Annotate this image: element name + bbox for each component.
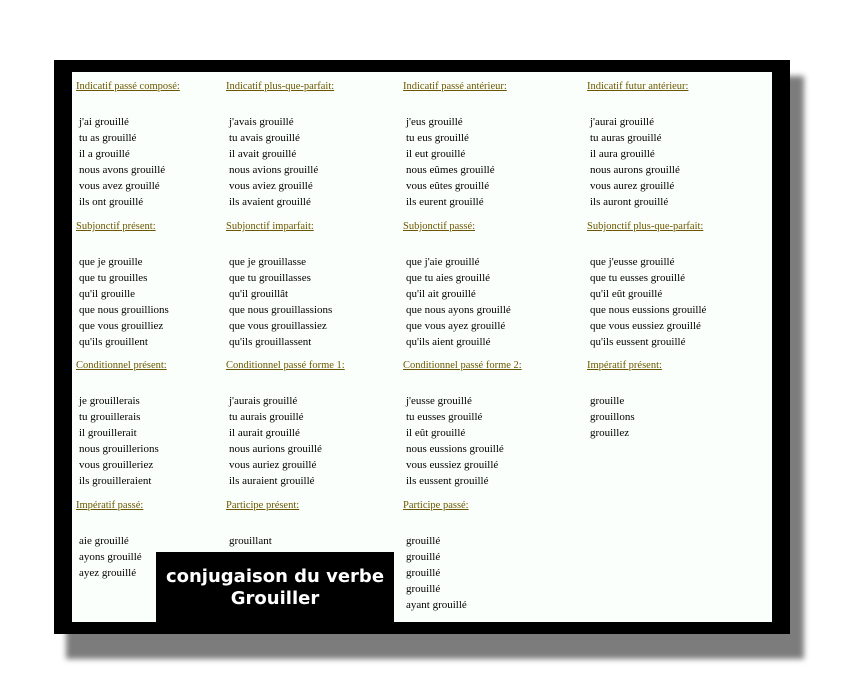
- section-subjonctif-plus-que-parfait: [588, 220, 706, 350]
- conjugation-line: j'aurai grouillé: [590, 116, 654, 128]
- section-conditionnel-passe-forme-2: [404, 359, 522, 489]
- conjugation-line: que tu aies grouillé: [406, 272, 491, 284]
- section-subjonctif-imparfait: [227, 220, 332, 350]
- conjugation-line: grouillant: [229, 535, 272, 547]
- conjugation-line: ils ont grouillé: [79, 196, 144, 208]
- section-imperatif-present: [588, 359, 662, 441]
- conjugation-line: vous aurez grouillé: [590, 180, 675, 192]
- conjugation-line: que tu eusses grouillé: [590, 272, 686, 284]
- conjugation-line: que vous grouillassiez: [229, 320, 327, 332]
- conjugation-line: nous eussions grouillé: [406, 443, 504, 455]
- conjugation-line: nous aurons grouillé: [590, 164, 680, 176]
- conjugation-line: vous avez grouillé: [79, 180, 160, 192]
- section-heading: Subjonctif présent:: [76, 221, 156, 232]
- conjugation-line: ils avaient grouillé: [229, 196, 311, 208]
- conjugation-line: il eut grouillé: [406, 148, 466, 160]
- conjugation-line: ils eurent grouillé: [406, 196, 484, 208]
- section-indicatif-passe-compose: [77, 80, 180, 210]
- conjugation-line: ils grouilleraient: [79, 475, 152, 487]
- conjugation-line: ayez grouillé: [79, 567, 137, 579]
- conjugation-line: grouillez: [590, 427, 630, 439]
- section-subjonctif-passe: [404, 220, 511, 350]
- conjugation-line: ils auraient grouillé: [229, 475, 315, 487]
- conjugation-line: qu'il eût grouillé: [590, 288, 663, 300]
- section-heading: Subjonctif imparfait:: [226, 221, 314, 232]
- section-heading: Conditionnel présent:: [76, 360, 167, 371]
- conjugation-line: que vous ayez grouillé: [406, 320, 506, 332]
- conjugation-line: qu'il grouille: [79, 288, 136, 300]
- conjugation-line: nous avons grouillé: [79, 164, 166, 176]
- conjugation-line: que j'eusse grouillé: [590, 256, 675, 268]
- conjugation-line: il grouillerait: [79, 427, 137, 439]
- conjugation-line: qu'ils grouillent: [79, 336, 148, 348]
- section-indicatif-plus-que-parfait: [227, 80, 334, 210]
- conjugation-line: tu as grouillé: [79, 132, 137, 144]
- conjugation-line: il eût grouillé: [406, 427, 466, 439]
- section-heading: Impératif présent:: [587, 360, 662, 371]
- section-heading: Participe passé:: [403, 500, 469, 511]
- conjugation-line: nous aurions grouillé: [229, 443, 322, 455]
- conjugation-line: que je grouille: [79, 256, 143, 268]
- conjugation-line: vous auriez grouillé: [229, 459, 317, 471]
- section-heading: Impératif passé:: [76, 500, 144, 511]
- conjugation-line: tu eusses grouillé: [406, 411, 483, 423]
- conjugation-line: j'ai grouillé: [79, 116, 129, 128]
- conjugation-line: que vous eussiez grouillé: [590, 320, 701, 332]
- conjugation-line: tu aurais grouillé: [229, 411, 304, 423]
- conjugation-line: que j'aie grouillé: [406, 256, 480, 268]
- conjugation-line: il aurait grouillé: [229, 427, 300, 439]
- conjugation-line: tu eus grouillé: [406, 132, 469, 144]
- conjugation-line: vous grouilleriez: [79, 459, 154, 471]
- conjugation-line: qu'il ait grouillé: [406, 288, 476, 300]
- section-heading: Indicatif passé composé:: [76, 81, 180, 92]
- conjugation-line: ils eussent grouillé: [406, 475, 489, 487]
- conjugation-line: que tu grouilles: [79, 272, 148, 284]
- section-participe-passe: [404, 499, 469, 613]
- section-heading: Participe présent:: [226, 500, 300, 511]
- section-heading: Indicatif passé antérieur:: [403, 81, 507, 92]
- conjugation-line: que nous eussions grouillé: [590, 304, 707, 316]
- conjugation-line: que vous grouilliez: [79, 320, 164, 332]
- conjugation-line: grouillé: [406, 567, 441, 579]
- conjugation-line: vous aviez grouillé: [229, 180, 313, 192]
- conjugation-line: grouillons: [590, 411, 635, 423]
- conjugation-line: il a grouillé: [79, 148, 130, 160]
- banner-title-line-2: Grouiller: [230, 588, 320, 609]
- conjugation-line: que nous grouillions: [79, 304, 169, 316]
- title-banner: [156, 552, 394, 622]
- banner-title-line-1: conjugaison du verbe: [165, 566, 385, 587]
- conjugation-line: aie grouillé: [79, 535, 129, 547]
- conjugation-line: ils auront grouillé: [590, 196, 669, 208]
- conjugation-line: j'eus grouillé: [406, 116, 463, 128]
- section-heading: Conditionnel passé forme 2:: [403, 360, 522, 371]
- conjugation-line: ayons grouillé: [79, 551, 142, 563]
- conjugation-line: grouillé: [406, 583, 441, 595]
- conjugation-line: qu'ils aient grouillé: [406, 336, 491, 348]
- conjugation-line: que nous grouillassions: [229, 304, 333, 316]
- conjugation-line: vous eûtes grouillé: [406, 180, 490, 192]
- conjugation-card: [72, 72, 772, 622]
- section-indicatif-futur-anterieur: [588, 80, 688, 210]
- section-participe-present: [227, 499, 299, 549]
- conjugation-line: que je grouillasse: [229, 256, 306, 268]
- section-subjonctif-present: [77, 220, 169, 350]
- conjugation-line: nous eûmes grouillé: [406, 164, 495, 176]
- conjugation-line: que nous ayons grouillé: [406, 304, 511, 316]
- conjugation-line: ayant grouillé: [406, 599, 467, 611]
- conjugation-line: j'aurais grouillé: [229, 395, 298, 407]
- conjugation-line: tu grouillerais: [79, 411, 141, 423]
- conjugation-line: que tu grouillasses: [229, 272, 311, 284]
- conjugation-line: nous avions grouillé: [229, 164, 319, 176]
- section-conditionnel-present: [77, 359, 167, 489]
- section-imperatif-passe: [77, 499, 143, 581]
- conjugation-line: grouillé: [406, 551, 441, 563]
- conjugation-line: il avait grouillé: [229, 148, 297, 160]
- conjugation-line: grouille: [590, 395, 625, 407]
- section-conditionnel-passe-forme-1: [227, 359, 345, 489]
- conjugation-line: il aura grouillé: [590, 148, 655, 160]
- conjugation-line: vous eussiez grouillé: [406, 459, 499, 471]
- conjugation-line: nous grouillerions: [79, 443, 159, 455]
- section-heading: Indicatif futur antérieur:: [587, 81, 689, 92]
- section-heading: Subjonctif plus-que-parfait:: [587, 221, 704, 232]
- conjugation-line: tu avais grouillé: [229, 132, 300, 144]
- conjugation-line: qu'ils eussent grouillé: [590, 336, 686, 348]
- conjugation-line: je grouillerais: [79, 395, 140, 407]
- section-heading: Indicatif plus-que-parfait:: [226, 81, 335, 92]
- conjugation-line: grouillé: [406, 535, 441, 547]
- conjugation-line: j'eusse grouillé: [406, 395, 472, 407]
- section-indicatif-passe-anterieur: [404, 80, 507, 210]
- conjugation-line: j'avais grouillé: [229, 116, 294, 128]
- conjugation-line: tu auras grouillé: [590, 132, 662, 144]
- section-heading: Conditionnel passé forme 1:: [226, 360, 345, 371]
- conjugation-line: qu'il grouillât: [229, 288, 289, 300]
- conjugation-line: qu'ils grouillassent: [229, 336, 312, 348]
- section-heading: Subjonctif passé:: [403, 221, 476, 232]
